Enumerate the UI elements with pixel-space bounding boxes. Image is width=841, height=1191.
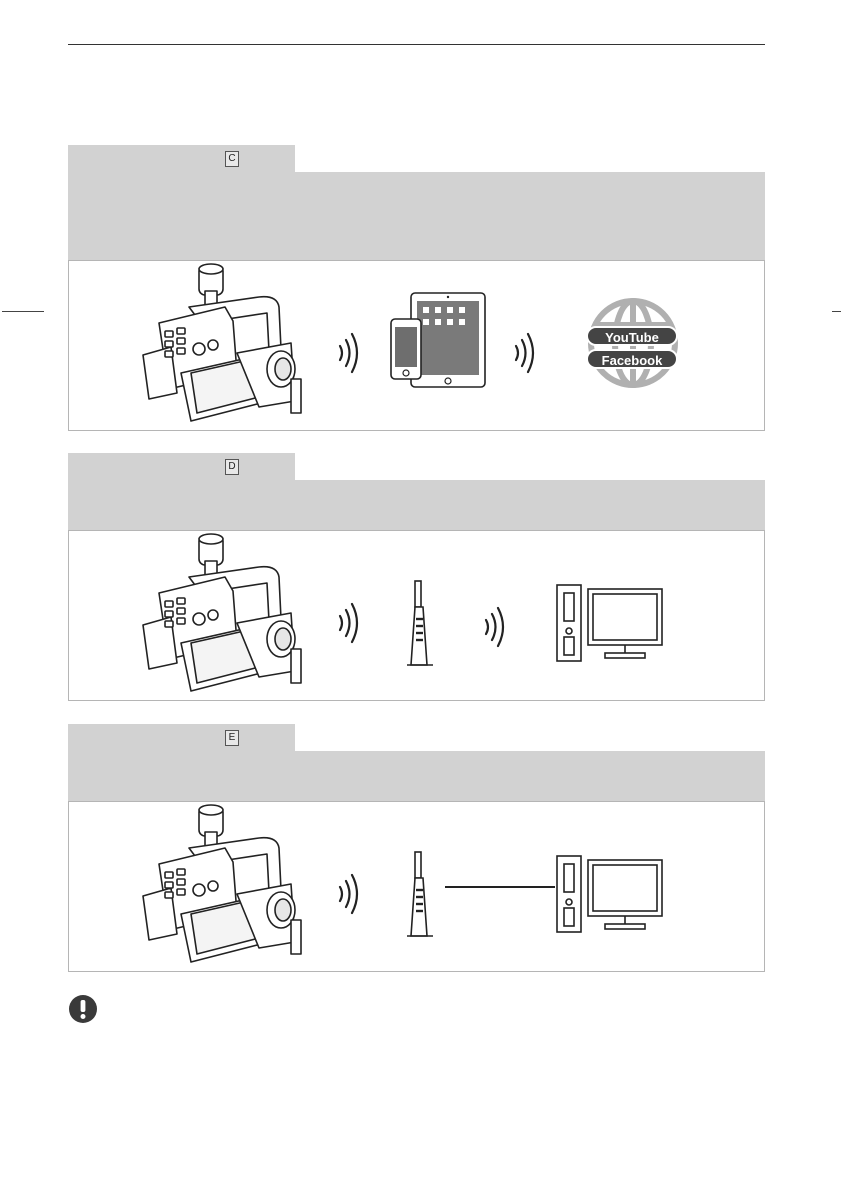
panel-letter: E bbox=[225, 730, 239, 746]
margin-tick-left bbox=[2, 311, 44, 312]
panel-diagram bbox=[68, 530, 765, 701]
smartphone-icon bbox=[389, 317, 423, 381]
caution-icon bbox=[68, 994, 98, 1024]
wifi-waves-icon bbox=[483, 605, 507, 649]
panel-letter: C bbox=[225, 151, 239, 167]
panel-c bbox=[68, 145, 765, 431]
desktop-computer-icon bbox=[555, 583, 685, 663]
panel-e bbox=[68, 724, 765, 972]
margin-tick-right bbox=[832, 311, 841, 312]
panel-band bbox=[68, 172, 765, 260]
panel-d bbox=[68, 453, 765, 701]
youtube-label: YouTube bbox=[586, 326, 678, 346]
wifi-waves-icon bbox=[337, 872, 361, 916]
wifi-waves-icon bbox=[513, 331, 537, 375]
panel-tab bbox=[68, 724, 295, 751]
access-point-icon bbox=[405, 850, 435, 940]
panel-diagram bbox=[68, 260, 765, 431]
camcorder-icon bbox=[141, 802, 311, 972]
panel-tab bbox=[68, 145, 295, 172]
panel-band bbox=[68, 480, 765, 530]
panel-diagram bbox=[68, 801, 765, 972]
wifi-waves-icon bbox=[337, 601, 361, 645]
panel-letter: D bbox=[225, 459, 239, 475]
camcorder-icon bbox=[141, 261, 311, 431]
camcorder-icon bbox=[141, 531, 311, 701]
panel-tab bbox=[68, 453, 295, 480]
access-point-icon bbox=[405, 579, 435, 669]
header-rule bbox=[68, 44, 765, 45]
desktop-computer-icon bbox=[555, 854, 685, 934]
ethernet-cable bbox=[445, 886, 555, 888]
facebook-label: Facebook bbox=[586, 349, 678, 369]
panel-band bbox=[68, 751, 765, 801]
wifi-waves-icon bbox=[337, 331, 361, 375]
